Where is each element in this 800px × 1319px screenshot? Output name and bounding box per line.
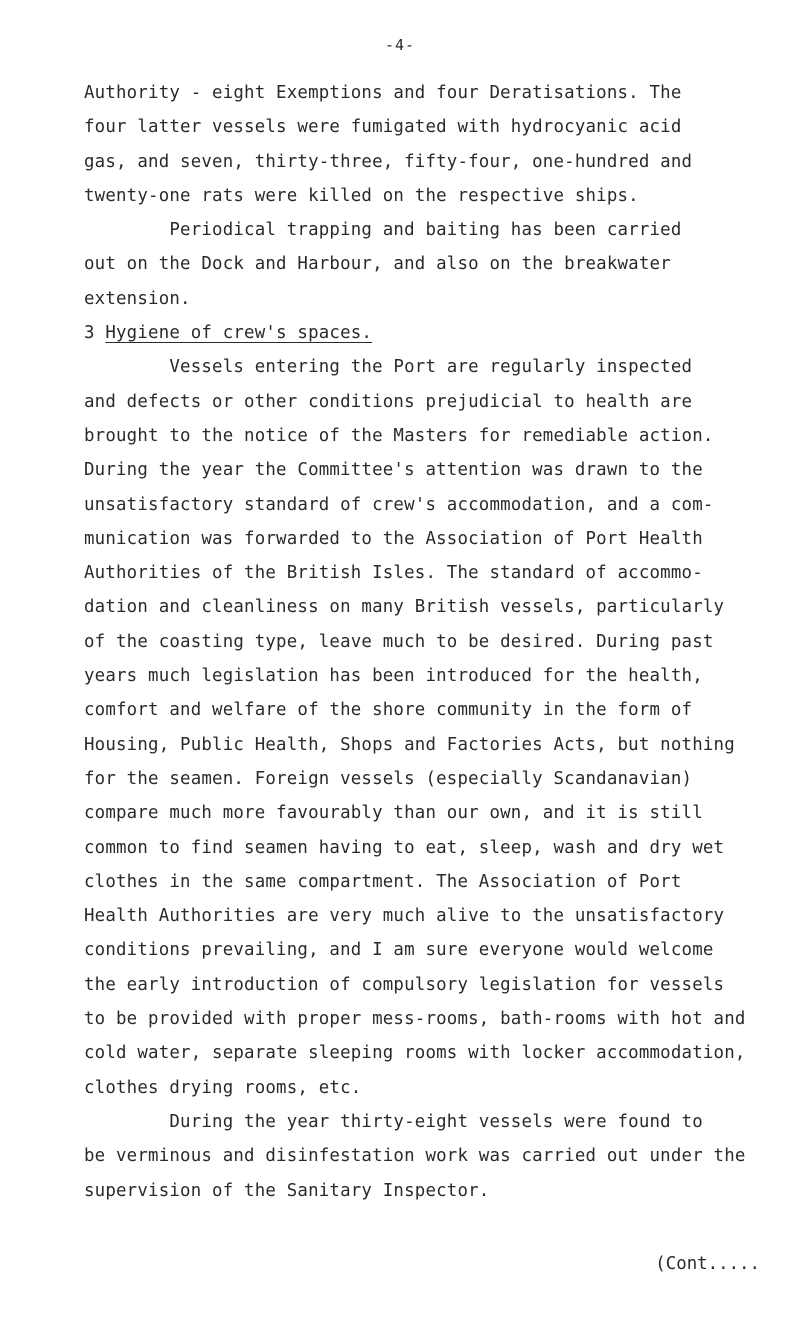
text-line: During the year the Committee's attention was drawn to the	[84, 460, 703, 481]
text-line: Vessels entering the Port are regularly inspected	[84, 357, 693, 378]
paragraph-rats-killed	[84, 76, 764, 213]
text-line: and defects or other conditions prejudicial to health are	[84, 391, 693, 412]
text-line: dation and cleanliness on many British vessels, particularly	[84, 597, 725, 618]
text-line: to be provided with proper mess-rooms, bath-rooms with hot and	[84, 1009, 746, 1030]
text-line: be verminous and disinfestation work was carried out under the	[84, 1146, 746, 1167]
text-line: Housing, Public Health, Shops and Factories Acts, but nothing	[84, 734, 735, 755]
paragraph-verminous-vessels	[84, 1105, 764, 1208]
text-line: twenty-one rats were killed on the respective ships.	[84, 185, 639, 206]
text-line: compare much more favourably than our own, and it is still	[84, 803, 703, 824]
text-line: common to find seamen having to eat, sleep, wash and dry wet	[84, 837, 725, 858]
text-line: supervision of the Sanitary Inspector.	[84, 1180, 490, 1201]
text-line: the early introduction of compulsory legislation for vessels	[84, 974, 725, 995]
page-number: -4-	[384, 36, 416, 54]
text-line: gas, and seven, thirty-three, fifty-four, one-hundred and	[84, 151, 693, 172]
text-line: conditions prevailing, and I am sure everyone would welcome	[84, 940, 714, 961]
text-line: for the seamen. Foreign vessels (especially Scandanavian)	[84, 768, 693, 789]
text-line: munication was forwarded to the Association of Port Health	[84, 528, 703, 549]
section-number: 3	[84, 323, 106, 344]
text-line: Authorities of the British Isles. The standard of accommo-	[84, 563, 703, 584]
text-line: four latter vessels were fumigated with hydrocyanic acid	[84, 117, 682, 138]
text-line: Authority - eight Exemptions and four Deratisations. The	[84, 83, 682, 103]
text-line: clothes in the same compartment. The Association of Port	[84, 871, 682, 892]
body-text	[84, 76, 764, 1208]
text-line: Health Authorities are very much alive to the unsatisfactory	[84, 906, 725, 927]
text-line: clothes drying rooms, etc.	[84, 1077, 362, 1098]
continued-note: (Cont.....	[655, 1254, 760, 1274]
text-line: unsatisfactory standard of crew's accommodation, and a com-	[84, 494, 714, 515]
text-line: Periodical trapping and baiting has been carried	[84, 220, 682, 241]
text-line: years much legislation has been introduced for the health,	[84, 666, 703, 687]
text-line: cold water, separate sleeping rooms with locker accommodation,	[84, 1043, 746, 1064]
text-line: comfort and welfare of the shore community in the form of	[84, 700, 693, 721]
paragraph-trapping	[84, 213, 764, 316]
text-line: out on the Dock and Harbour, and also on the breakwater	[84, 254, 671, 275]
text-line: During the year thirty-eight vessels were found to	[84, 1111, 703, 1132]
text-line: of the coasting type, leave much to be desired. During past	[84, 631, 714, 652]
paragraph-crew-accommodation	[84, 350, 764, 1105]
text-line: brought to the notice of the Masters for remediable action.	[84, 425, 714, 446]
section-heading	[84, 316, 764, 350]
text-line: extension.	[84, 288, 191, 309]
section-title: Hygiene of crew's spaces.	[105, 323, 373, 344]
